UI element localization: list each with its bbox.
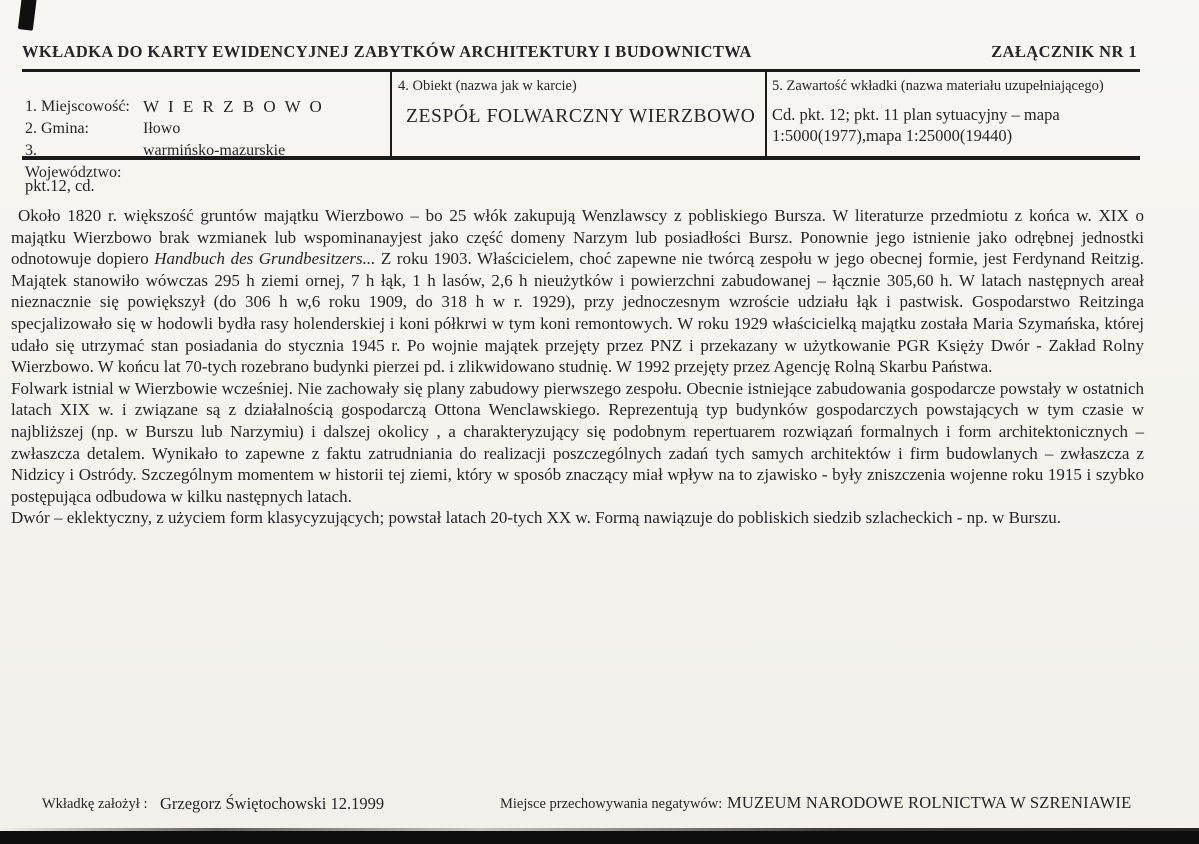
voivodeship-value: warmińsko-mazurskie	[143, 142, 286, 159]
section-label: pkt.12, cd.	[25, 176, 95, 195]
contents-field-value: Cd. pkt. 12; pkt. 11 plan sytuacyjny – mapa 1:5000(1977),mapa 1:25000(19440)	[772, 105, 1060, 145]
voivodeship-label: 3. Województwo:	[25, 142, 122, 181]
negatives-location-label: Miejsce przechowywania negatywów:	[500, 796, 723, 812]
author-label: Wkładkę założył :	[42, 796, 148, 812]
header-rule-top	[22, 69, 1140, 72]
scan-artifact-top-left	[18, 0, 37, 31]
paragraph-history	[11, 205, 1144, 378]
paragraph-history-post: Z roku 1903. Właścicielem, choć zapewne nie twórcą zespołu w jego obecnej formie, jest Ferdynand Reitzig. Majątek stanowiło wówczas 295 h ziemi ornej, 7 h łąk, 1 h lasów, 2,6 h nieużytków i powierzchni zabudowanej – łącznie 305,60 h. W latach następnych areał nieznacznie się powiększył (do 306 h w,6 roku 1909, do 318 h w r. 1929), przy jednoczesnym wzroście udziału łąk i pastwisk. Gospodarstwo Reitzinga specjalizowało się w hodowli bydła rasy holenderskiej i koni półkrwi w tym koni remontowych. W roku 1929 właścicielką majątku została Maria Szymańska, której udało się utrzymać stan posiadania do stycznia 1945 r. Po wojnie majątek przejęty przez PNZ i przekazany w użytkowanie PGR Księży Dwór - Zakład Rolny Wierzbowo. W końcu lat 70-tych rozebrano budynki pierzei pd. i zlikwidowano studnię. W 1992 przejęty przez Agencję Rolną Skarbu Państwa.	[11, 249, 1144, 377]
scan-artifact-bottom-edge	[0, 831, 1199, 844]
commune-label: 2. Gmina:	[25, 120, 89, 137]
table-divider-1	[390, 72, 392, 156]
annex-label: ZAŁĄCZNIK NR 1	[991, 42, 1137, 61]
document-title: WKŁADKA DO KARTY EWIDENCYJNEJ ZABYTKÓW ARCHITEKTURY I BUDOWNICTWA	[22, 42, 752, 61]
commune-value: Iłowo	[143, 120, 181, 137]
paragraph-farm: Folwark istnial w Wierzbowie wcześniej. Nie zachowały się plany zabudowy pierwszego zespołu. Obecnie istniejące zabudowania gospodarcze powstały w ostatnich latach XIX w. i związane są z działalnością gospodarczą Ottona Wenclawskiego. Reprezentują typ budynków gospodarczych powstających w tym czasie w najbliższej (np. w Burszu lub Narzymiu) i dalszej okolicy , a charakteryzujący się podobnym repertuarem rozwiązań formalnych i form architektonicznych – zwłaszcza detalem. Wynikało to zapewne z faktu zatrudniania do realizacji poszczególnych zadań tych samych architektów i firm budowlanych – zwłaszcza z Nidzicy i Ostródy. Szczególnym momentem w historii tej ziemi, który w sposób znaczący miał wpływ na to zjawisko - były zniszczenia wojenne roku 1915 i szybko postępująca odbudowa w kilku następnych latach.	[11, 378, 1144, 506]
object-field-label: 4. Obiekt (nazwa jak w karcie)	[398, 78, 577, 94]
object-field-value: ZESPÓŁ FOLWARCZNY WIERZBOWO	[406, 106, 756, 127]
location-fields	[25, 96, 324, 184]
contents-field-label: 5. Zawartość wkładki (nazwa materiału uzupełniającego)	[772, 78, 1104, 94]
paragraph-history-pre: Około 1820 r. większość gruntów majątku Wierzbowo – bo 25 włók zakupują Wenzlawscy z pobliskiego Bursza. W literaturze przedmiotu z końca w. XIX o majątku Wierzbowo brak wzmianek lub wspominanayjest jako część domeny Narzym lub posiadłości Bursz. Ponownie jego istnienie jako odrębnej jednostki odnotowuje dopiero	[11, 206, 1144, 269]
field-commune	[25, 118, 324, 140]
field-locality	[25, 96, 324, 118]
author-value: Grzegorz Świętochowski 12.1999	[160, 794, 385, 813]
locality-label: 1. Miejscowość:	[25, 98, 130, 115]
negatives-location-value: MUZEUM NARODOWE ROLNICTWA W SZRENIAWIE	[727, 793, 1132, 812]
table-divider-2	[765, 72, 767, 156]
paragraph-history-book-title: Handbuch des Grundbesitzers...	[154, 249, 376, 269]
locality-value: W I E R Z B O W O	[143, 97, 325, 116]
body-text	[11, 205, 1144, 529]
paragraph-manor: Dwór – eklektyczny, z użyciem form klasycyzujących; powstał latach 20-tych XX w. Formą nawiązuje do pobliskich siedzib szlacheckich - np. w Burszu.	[11, 508, 1062, 528]
